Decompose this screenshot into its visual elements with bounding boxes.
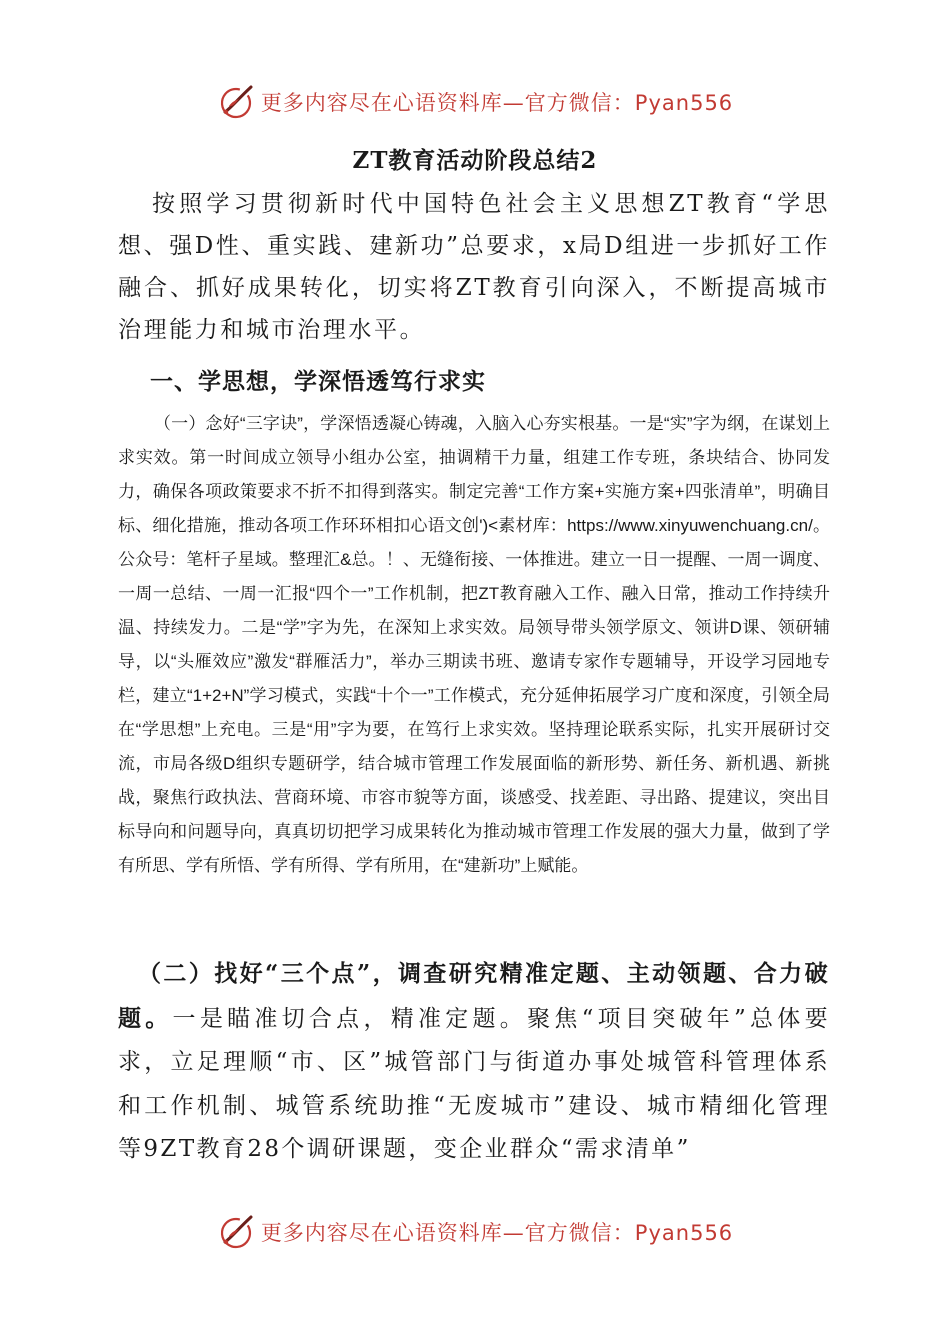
paragraph-2-body: 一是瞄准切合点，精准定题。聚焦“项目突破年”总体要求，立足理顺“市、区”城管部门与街道办事处城管科管理体系和工作机制、城管系统助推“无废城市”建设、城市精细化管理等9ZT教育28个调研课题，变企业群众“需求清单” <box>118 1005 830 1162</box>
footer-watermark-text: 更多内容尽在心语资料库—官方微信：Pyan556 <box>260 1221 734 1245</box>
header-watermark-text: 更多内容尽在心语资料库—官方微信：Pyan556 <box>260 91 734 115</box>
brush-logo-icon <box>217 1212 257 1252</box>
header-watermark-banner <box>0 80 950 124</box>
section-1-paragraph-1: （一）念好“三字诀”，学深悟透凝心铸魂，入脑入心夯实根基。一是“实”字为纲，在谋划上求实效。第一时间成立领导小组办公室，抽调精干力量，组建工作专班，条块结合、协同发力，确保各项政策要求不折不扣得到落实。制定完善“工作方案+实施方案+四张清单”，明确目标、细化措施，推动各项工作环环相扣心语文创')<素材库：https://www.xinyuwenchuang.cn/。公众号：笔杆子星域。整理汇&总。！、无缝衔接、一体推进。建立一日一提醒、一周一调度、一周一总结、一周一汇报“四个一”工作机制，把ZT教育融入工作、融入日常，推动工作持续升温、持续发力。二是“学”字为先，在深知上求实效。局领导带头领学原文、领讲D课、领研辅导，以“头雁效应”激发“群雁活力”，举办三期读书班、邀请专家作专题辅导，开设学习园地专栏，建立“1+2+N”学习模式，实践“十个一”工作模式，充分延伸拓展学习广度和深度，引领全局在“学思想”上充电。三是“用”字为要，在笃行上求实效。坚持理论联系实际，扎实开展研讨交流，市局各级D组织专题研学，结合城市管理工作发展面临的新形势、新任务、新机遇、新挑战，聚焦行政执法、营商环境、市容市貌等方面，谈感受、找差距、寻出路、提建议，突出目标导向和问题导向，真真切切把学习成果转化为推动城市管理工作发展的强大力量，做到了学有所思、学有所悟、学有所得、学有所用，在“建新功”上赋能。 <box>118 414 830 875</box>
intro-paragraph: 按照学习贯彻新时代中国特色社会主义思想ZT教育“学思想、强D性、重实践、建新功”总要求，x局D组进一步抓好工作融合、抓好成果转化，切实将ZT教育引向深入，不断提高城市治理能力和城市治理水平。 <box>118 191 831 343</box>
section-1-heading: 一、学思想，学深悟透笃行求实 <box>150 368 486 395</box>
paragraph-2-bold-lead: （二）找好“三个点”，调查研究精准定题、主动领题、合力破题。 <box>118 960 830 1032</box>
brush-logo-icon <box>217 82 257 122</box>
document-title: ZT教育活动阶段总结2 <box>352 147 598 174</box>
section-1-paragraph-2 <box>118 952 830 1172</box>
footer-watermark-banner <box>0 1210 950 1254</box>
